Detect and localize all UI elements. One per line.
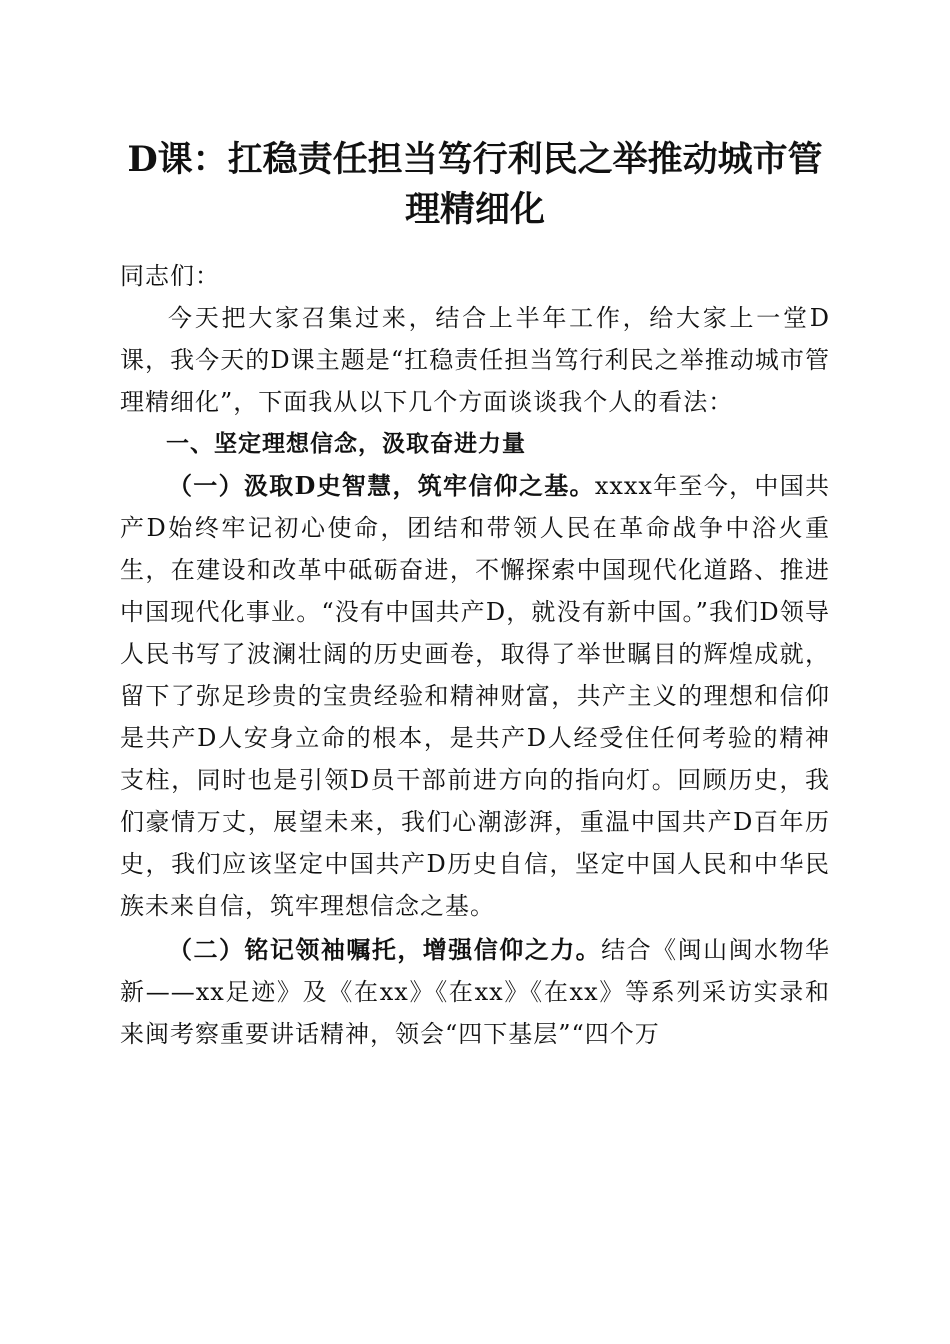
greeting: 同志们： bbox=[120, 262, 220, 290]
subsection-1-lead: （一）汲取D史智慧，筑牢信仰之基。 bbox=[168, 471, 595, 500]
title-line-2: 理精细化 bbox=[404, 189, 545, 230]
intro-paragraph: 今天把大家召集过来，结合上半年工作，给大家上一堂D课，我今天的D课主题是“扛稳责任担当笃行利民之举推动城市管理精细化”，下面我从以下几个方面谈谈我个人的看法： bbox=[120, 304, 830, 416]
subsection-1-paragraph bbox=[120, 465, 830, 927]
subsection-2-paragraph bbox=[120, 929, 830, 1055]
subsection-1-text: xxxx年至今，中国共产D始终牢记初心使命，团结和带领人民在革命战争中浴火重生，在建设和改革中砥砺奋进，不懈探索中国现代化道路、推进中国现代化事业。“没有中国共产D，就没有新中国。”我们D领导人民书写了波澜壮阔的历史画卷，取得了举世瞩目的辉煌成就，留下了弥足珍贵的宝贵经验和精神财富，共产主义的理想和信仰是共产D人安身立命的根本，是共产D人经受住任何考验的精神支柱，同时也是引领D员干部前进方向的指向灯。回顾历史，我们豪情万丈，展望未来，我们心潮澎湃，重温中国共产D百年历史，我们应该坚定中国共产D历史自信，坚定中国人民和中华民族未来自信，筑牢理想信念之基。 bbox=[120, 472, 831, 920]
section-heading: 一、坚定理想信念，汲取奋进力量 bbox=[166, 431, 526, 457]
document-title bbox=[110, 135, 840, 235]
title-line-1: D课：扛稳责任担当笃行利民之举推动城市管 bbox=[127, 139, 823, 180]
subsection-2-lead: （二）铭记领袖嘱托，增强信仰之力。 bbox=[168, 935, 602, 964]
document-body bbox=[120, 255, 830, 1055]
subsection-2-text: 结合《闽山闽水物华新——xx足迹》及《在xx》《在xx》《在xx》等系列采访实录和来闽考察重要讲话精神，领会“四下基层”“四个万 bbox=[120, 936, 831, 1048]
